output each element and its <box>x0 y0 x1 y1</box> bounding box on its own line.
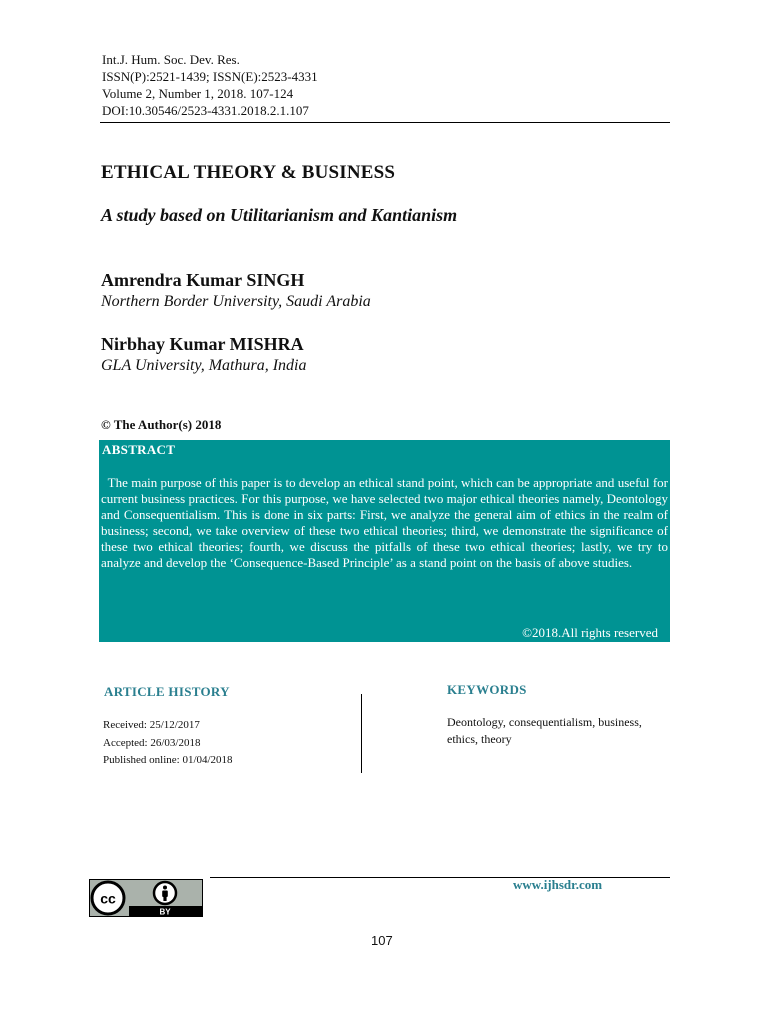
author-name: Amrendra Kumar SINGH <box>101 270 305 290</box>
journal-name: Int.J. Hum. Soc. Dev. Res. <box>102 52 240 67</box>
abstract-heading: ABSTRACT <box>102 442 176 457</box>
received-date: Received: 25/12/2017 <box>103 719 200 731</box>
journal-doi: DOI:10.30546/2523-4331.2018.2.1.107 <box>102 103 309 118</box>
page-number: 107 <box>371 933 393 948</box>
abstract-text <box>101 475 668 572</box>
abstract-box <box>99 440 670 642</box>
copyright-notice: © The Author(s) 2018 <box>101 417 222 432</box>
author-affiliation: Northern Border University, Saudi Arabia <box>101 293 371 310</box>
published-date: Published online: 01/04/2018 <box>103 754 233 766</box>
keywords-text: Deontology, consequentialism, business, ethics, theory <box>447 715 642 746</box>
abstract-rights: ©2018.All rights reserved <box>522 625 658 640</box>
journal-info <box>102 51 318 119</box>
column-divider <box>361 694 362 773</box>
author-name: Nirbhay Kumar MISHRA <box>101 334 304 354</box>
author-affiliation: GLA University, Mathura, India <box>101 357 307 374</box>
article-history-list <box>103 717 233 770</box>
license-label: BY <box>159 907 171 917</box>
header-divider <box>100 122 670 123</box>
keywords-heading: KEYWORDS <box>447 682 527 697</box>
paper-title: ETHICAL THEORY & BUSINESS <box>101 162 396 183</box>
accepted-date: Accepted: 26/03/2018 <box>103 736 201 749</box>
journal-volume: Volume 2, Number 1, 2018. 107-124 <box>102 86 294 101</box>
abstract-body: The main purpose of this paper is to develop an ethical stand point, which can be appropriate and useful for current business practices. For this purpose, we have selected two major ethical theories namely, Deontology and Consequentialism. This is done in six parts: First, we analyze the general aim of ethics in the realm of business; second, we take overview of these two ethical theories; third, we demonstrate the significance of these two ethical theories; fourth, we discuss the pitfalls of these two ethical theories; lastly, we try to analyze and develop the ‘Consequence-Based Principle’ as a stand point on the basis of above studies. <box>101 475 668 571</box>
journal-website-link[interactable]: www.ijhsdr.com <box>513 877 603 892</box>
journal-issn: ISSN(P):2521-1439; ISSN(E):2523-4331 <box>102 69 318 84</box>
svg-text:cc: cc <box>100 890 116 907</box>
article-history-heading: ARTICLE HISTORY <box>104 684 230 699</box>
paper-subtitle: A study based on Utilitarianism and Kantianism <box>101 205 458 225</box>
cc-by-icon[interactable] <box>89 879 203 917</box>
